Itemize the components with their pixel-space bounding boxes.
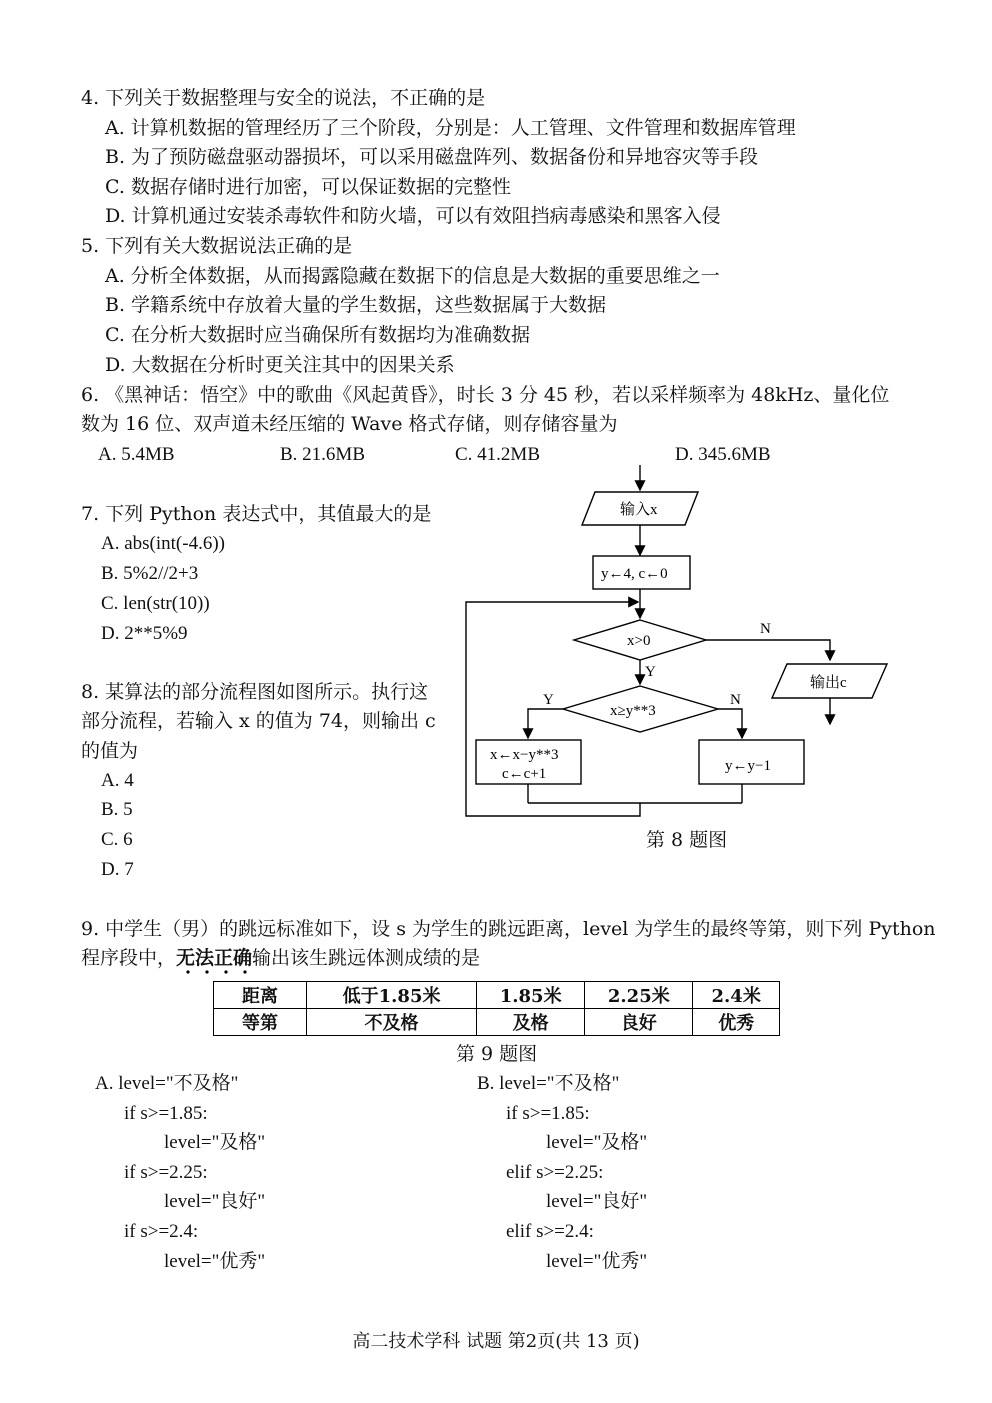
q9-stem-line1: 9. 中学生（男）的跳远标准如下，设 s 为学生的跳远距离，level 为学生的最终等第，则下列 Python xyxy=(81,918,936,940)
cond1-label: x>0 xyxy=(627,633,651,649)
q7-option-a: A. abs(int(-4.6)) xyxy=(101,533,225,554)
q9-option-b-line: elif s>=2.25: xyxy=(506,1162,604,1183)
q4-option-d: D. 计算机通过安装杀毒软件和防火墙，可以有效阻挡病毒感染和黑客入侵 xyxy=(105,205,721,227)
q9-option-b-line: level="良好" xyxy=(546,1191,648,1212)
table-cell: 不及格 xyxy=(307,1009,477,1036)
q4-option-b: B. 为了预防磁盘驱动器损坏，可以采用磁盘阵列、数据备份和异地容灾等手段 xyxy=(105,146,759,168)
q9-stem-post: 输出该生跳远体测成绩的是 xyxy=(252,947,481,969)
box-right-label: y←y−1 xyxy=(725,758,771,774)
q8-option-a: A. 4 xyxy=(101,770,134,791)
q9-stem-emphasis: 无法正确 xyxy=(176,947,253,969)
no-label-2: N xyxy=(730,692,741,708)
table-cell: 良好 xyxy=(585,1009,693,1036)
q6-stem-line2: 数为 16 位、双声道未经压缩的 Wave 格式存储，则存储容量为 xyxy=(81,413,618,435)
q9-option-b-line: level="优秀" xyxy=(546,1251,648,1272)
q7-option-b: B. 5%2//2+3 xyxy=(101,563,199,584)
q7-option-c: C. len(str(10)) xyxy=(101,593,210,614)
table-cell: 等第 xyxy=(214,1009,307,1036)
table-row xyxy=(214,982,780,1009)
box-left-line1: x←x−y**3 xyxy=(490,747,559,763)
q6-option-b: B. 21.6MB xyxy=(280,444,365,465)
table-row xyxy=(214,1009,780,1036)
q9-option-a-line: level="及格" xyxy=(164,1132,266,1153)
q5-option-a: A. 分析全体数据，从而揭露隐藏在数据下的信息是大数据的重要思维之一 xyxy=(105,265,720,287)
q6-option-d: D. 345.6MB xyxy=(675,444,771,465)
cond2-label: x≥y**3 xyxy=(610,703,656,719)
q9-standard-table xyxy=(213,981,780,1036)
table-cell: 2.4米 xyxy=(693,982,780,1009)
q9-option-a-line: if s>=2.25: xyxy=(124,1162,208,1183)
output-label: 输出c xyxy=(810,675,847,691)
box-left-line2: c←c+1 xyxy=(502,766,547,782)
q9-option-a-line: if s>=1.85: xyxy=(124,1103,208,1124)
page-footer: 高二技术学科 试题 第2页(共 13 页) xyxy=(352,1331,640,1352)
table-cell: 优秀 xyxy=(693,1009,780,1036)
q9-option-a-line: level="优秀" xyxy=(164,1251,266,1272)
q4-option-a: A. 计算机数据的管理经历了三个阶段，分别是：人工管理、文件管理和数据库管理 xyxy=(105,117,796,139)
q8-stem-line2: 部分流程，若输入 x 的值为 74，则输出 c xyxy=(81,710,436,732)
q9-option-b-line: elif s>=2.4: xyxy=(506,1221,594,1242)
q8-option-c: C. 6 xyxy=(101,829,133,850)
q6-option-a: A. 5.4MB xyxy=(98,444,175,465)
q4-stem: 4. 下列关于数据整理与安全的说法，不正确的是 xyxy=(81,87,486,109)
emphasis-dots xyxy=(184,968,264,976)
q7-option-d: D. 2**5%9 xyxy=(101,623,188,644)
q8-stem-line1: 8. 某算法的部分流程图如图所示。执行这 xyxy=(81,681,429,703)
q9-option-b-line: level="及格" xyxy=(546,1132,648,1153)
yes-label-1: Y xyxy=(645,664,656,680)
q8-option-b: B. 5 xyxy=(101,799,133,820)
q8-flowchart xyxy=(460,460,900,830)
q9-figure-caption: 第 9 题图 xyxy=(456,1043,538,1065)
q9-option-a-line: level="良好" xyxy=(164,1191,266,1212)
q5-stem: 5. 下列有关大数据说法正确的是 xyxy=(81,235,353,257)
q7-stem: 7. 下列 Python 表达式中，其值最大的是 xyxy=(81,503,432,525)
q9-option-b-line: if s>=1.85: xyxy=(506,1103,590,1124)
q4-option-c: C. 数据存储时进行加密，可以保证数据的完整性 xyxy=(105,176,511,198)
table-cell: 1.85米 xyxy=(477,982,585,1009)
no-label-1: N xyxy=(760,621,771,637)
q5-option-b: B. 学籍系统中存放着大量的学生数据，这些数据属于大数据 xyxy=(105,294,607,316)
q9-stem-pre: 程序段中， xyxy=(81,947,177,969)
q9-option-a-line: if s>=2.4: xyxy=(124,1221,199,1242)
q9-option-a-line: A. level="不及格" xyxy=(95,1073,239,1094)
yes-label-2: Y xyxy=(543,692,554,708)
q5-option-d: D. 大数据在分析时更关注其中的因果关系 xyxy=(105,354,455,376)
q6-option-c: C. 41.2MB xyxy=(455,444,540,465)
table-cell: 2.25米 xyxy=(585,982,693,1009)
table-cell: 距离 xyxy=(214,982,307,1009)
table-cell: 及格 xyxy=(477,1009,585,1036)
q8-option-d: D. 7 xyxy=(101,859,134,880)
init-label: y←4, c←0 xyxy=(601,566,668,582)
q6-stem-line1: 6. 《黑神话：悟空》中的歌曲《风起黄昏》，时长 3 分 45 秒，若以采样频率为 48kHz、量化位 xyxy=(81,384,890,406)
q9-option-b-line: B. level="不及格" xyxy=(477,1073,620,1094)
q8-stem-line3: 的值为 xyxy=(81,740,139,762)
q8-figure-caption: 第 8 题图 xyxy=(646,829,728,851)
q5-option-c: C. 在分析大数据时应当确保所有数据均为准确数据 xyxy=(105,324,530,346)
input-label: 输入x xyxy=(620,502,658,518)
q9-stem-line2 xyxy=(81,946,480,970)
table-cell: 低于1.85米 xyxy=(307,982,477,1009)
